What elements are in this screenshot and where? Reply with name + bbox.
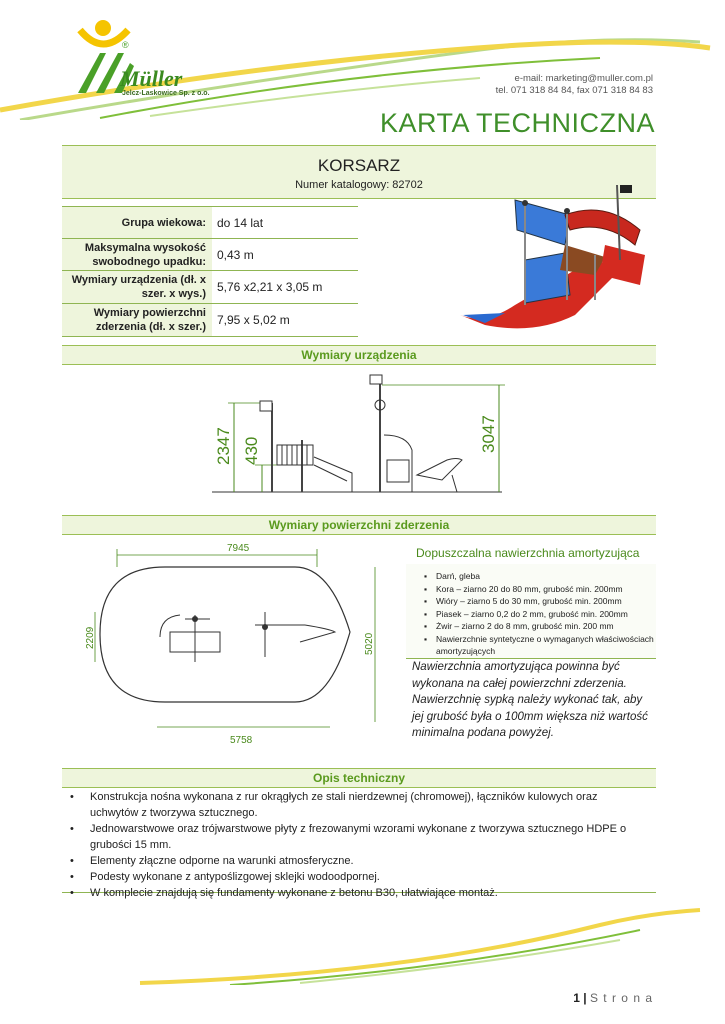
spec-value: 5,76 x2,21 x 3,05 m [217,280,323,294]
spec-row-age [62,207,358,239]
product-name: KORSARZ [317,156,401,175]
dim-impact-top: 7945 [227,543,250,554]
spec-value: 7,95 x 5,02 m [217,313,290,327]
spec-row-fall-height [62,239,358,271]
surface-list-box [406,564,656,659]
page-separator: | [583,991,587,1005]
dim-height-total: 2347 [214,427,233,465]
spec-row-dimensions [62,271,358,304]
surface-note: Nawierzchnia amortyzująca powinna być wykonana na całej powierzchni zderzenia. Nawierzchnię sypką należy wykonać tak, aby jej grubość była o 100mm większa niż wartość minimalna podana powyżej. [412,661,648,739]
list-item: ▪ Kora – ziarno 20 do 80 mm, grubość min. 200mm [424,583,623,594]
product-image [455,175,655,340]
dim-height-3047: 3047 [479,415,498,453]
surface-title: Dopuszczalna nawierzchnia amortyzująca [416,546,640,560]
page-word: S t r o n a [589,991,653,1005]
section-impact-area: Wymiary powierzchni zderzenia [62,515,656,535]
list-item: ▪ Wióry – ziarno 5 do 30 mm, grubość min. 200mm [424,596,622,606]
list-item: ▪ Piasek – ziarno 0,2 do 2 mm, grubość min. 200mm [424,608,628,619]
list-item: ▪ Darń, gleba [424,571,480,581]
spec-label: Wymiary powierzchni zderzenia (dł. x szer.) [62,304,212,336]
list-item: ▪ Żwir – ziarno 2 do 8 mm, grubość min. 200 mm [424,621,614,631]
spec-label: Maksymalna wysokość swobodnego upadku: [62,239,212,270]
dim-impact-right: 5020 [364,632,375,655]
spec-value: 0,43 m [217,247,254,262]
footer-swoosh [0,905,725,985]
dim-impact-bottom: 5758 [230,735,253,746]
list-item: • Jednowarstwowe oraz trójwarstwowe płyty z frezowanymi wzorami wykonane z tworzywa sztucznego HDPE o grubości 15 mm. [70,823,627,851]
company-logo [68,18,208,108]
logo-brand: Müller [120,66,183,91]
catalog-number: Numer katalogowy: 82702 [295,179,423,191]
document-title: KARTA TECHNICZNA [379,108,655,138]
page-footer [573,991,653,1005]
list-item: • Konstrukcja nośna wykonana z rur okrągłych ze stali nierdzewnej (chromowej), łączników kulowych oraz uchwytów z tworzywa sztucznego. [70,791,598,819]
impact-area-plan [85,537,395,752]
contact-email: e-mail: marketing@muller.com.pl [514,73,653,84]
contact-phone: tel. 071 318 84 84, fax 071 318 84 83 [495,85,653,96]
surface-list [406,564,656,658]
side-elevation-drawing [62,365,656,515]
list-item: ▪ Nawierzchnie syntetyczne o wymaganych właściwościach amortyzujących [424,633,654,656]
dim-fall-height: 430 [242,436,261,465]
svg-text:®: ® [122,40,129,50]
section-tech: Opis techniczny [62,768,656,788]
spec-row-impact-area [62,304,358,337]
spec-label: Grupa wiekowa: [62,207,212,238]
tech-description [62,786,656,899]
page-number: 1 [573,991,580,1005]
tech-list [62,789,656,901]
list-item: • W komplecie znajdują się fundamenty wykonane z betonu B30, ułatwiające montaż. [70,887,498,899]
list-item: • Podesty wykonane z antypoślizgowej sklejki wodoodpornej. [70,871,380,883]
dim-impact-left: 2209 [85,626,96,649]
spec-value: do 14 lat [217,215,264,230]
logo-subtitle: Jelcz-Laskowice Sp. z o.o. [122,90,210,97]
contact-block [496,73,653,97]
section-dimensions: Wymiary urządzenia [62,345,656,365]
list-item: • Elementy złączne odporne na warunki atmosferyczne. [70,855,354,867]
spec-label: Wymiary urządzenia (dł. x szer. x wys.) [62,271,212,303]
